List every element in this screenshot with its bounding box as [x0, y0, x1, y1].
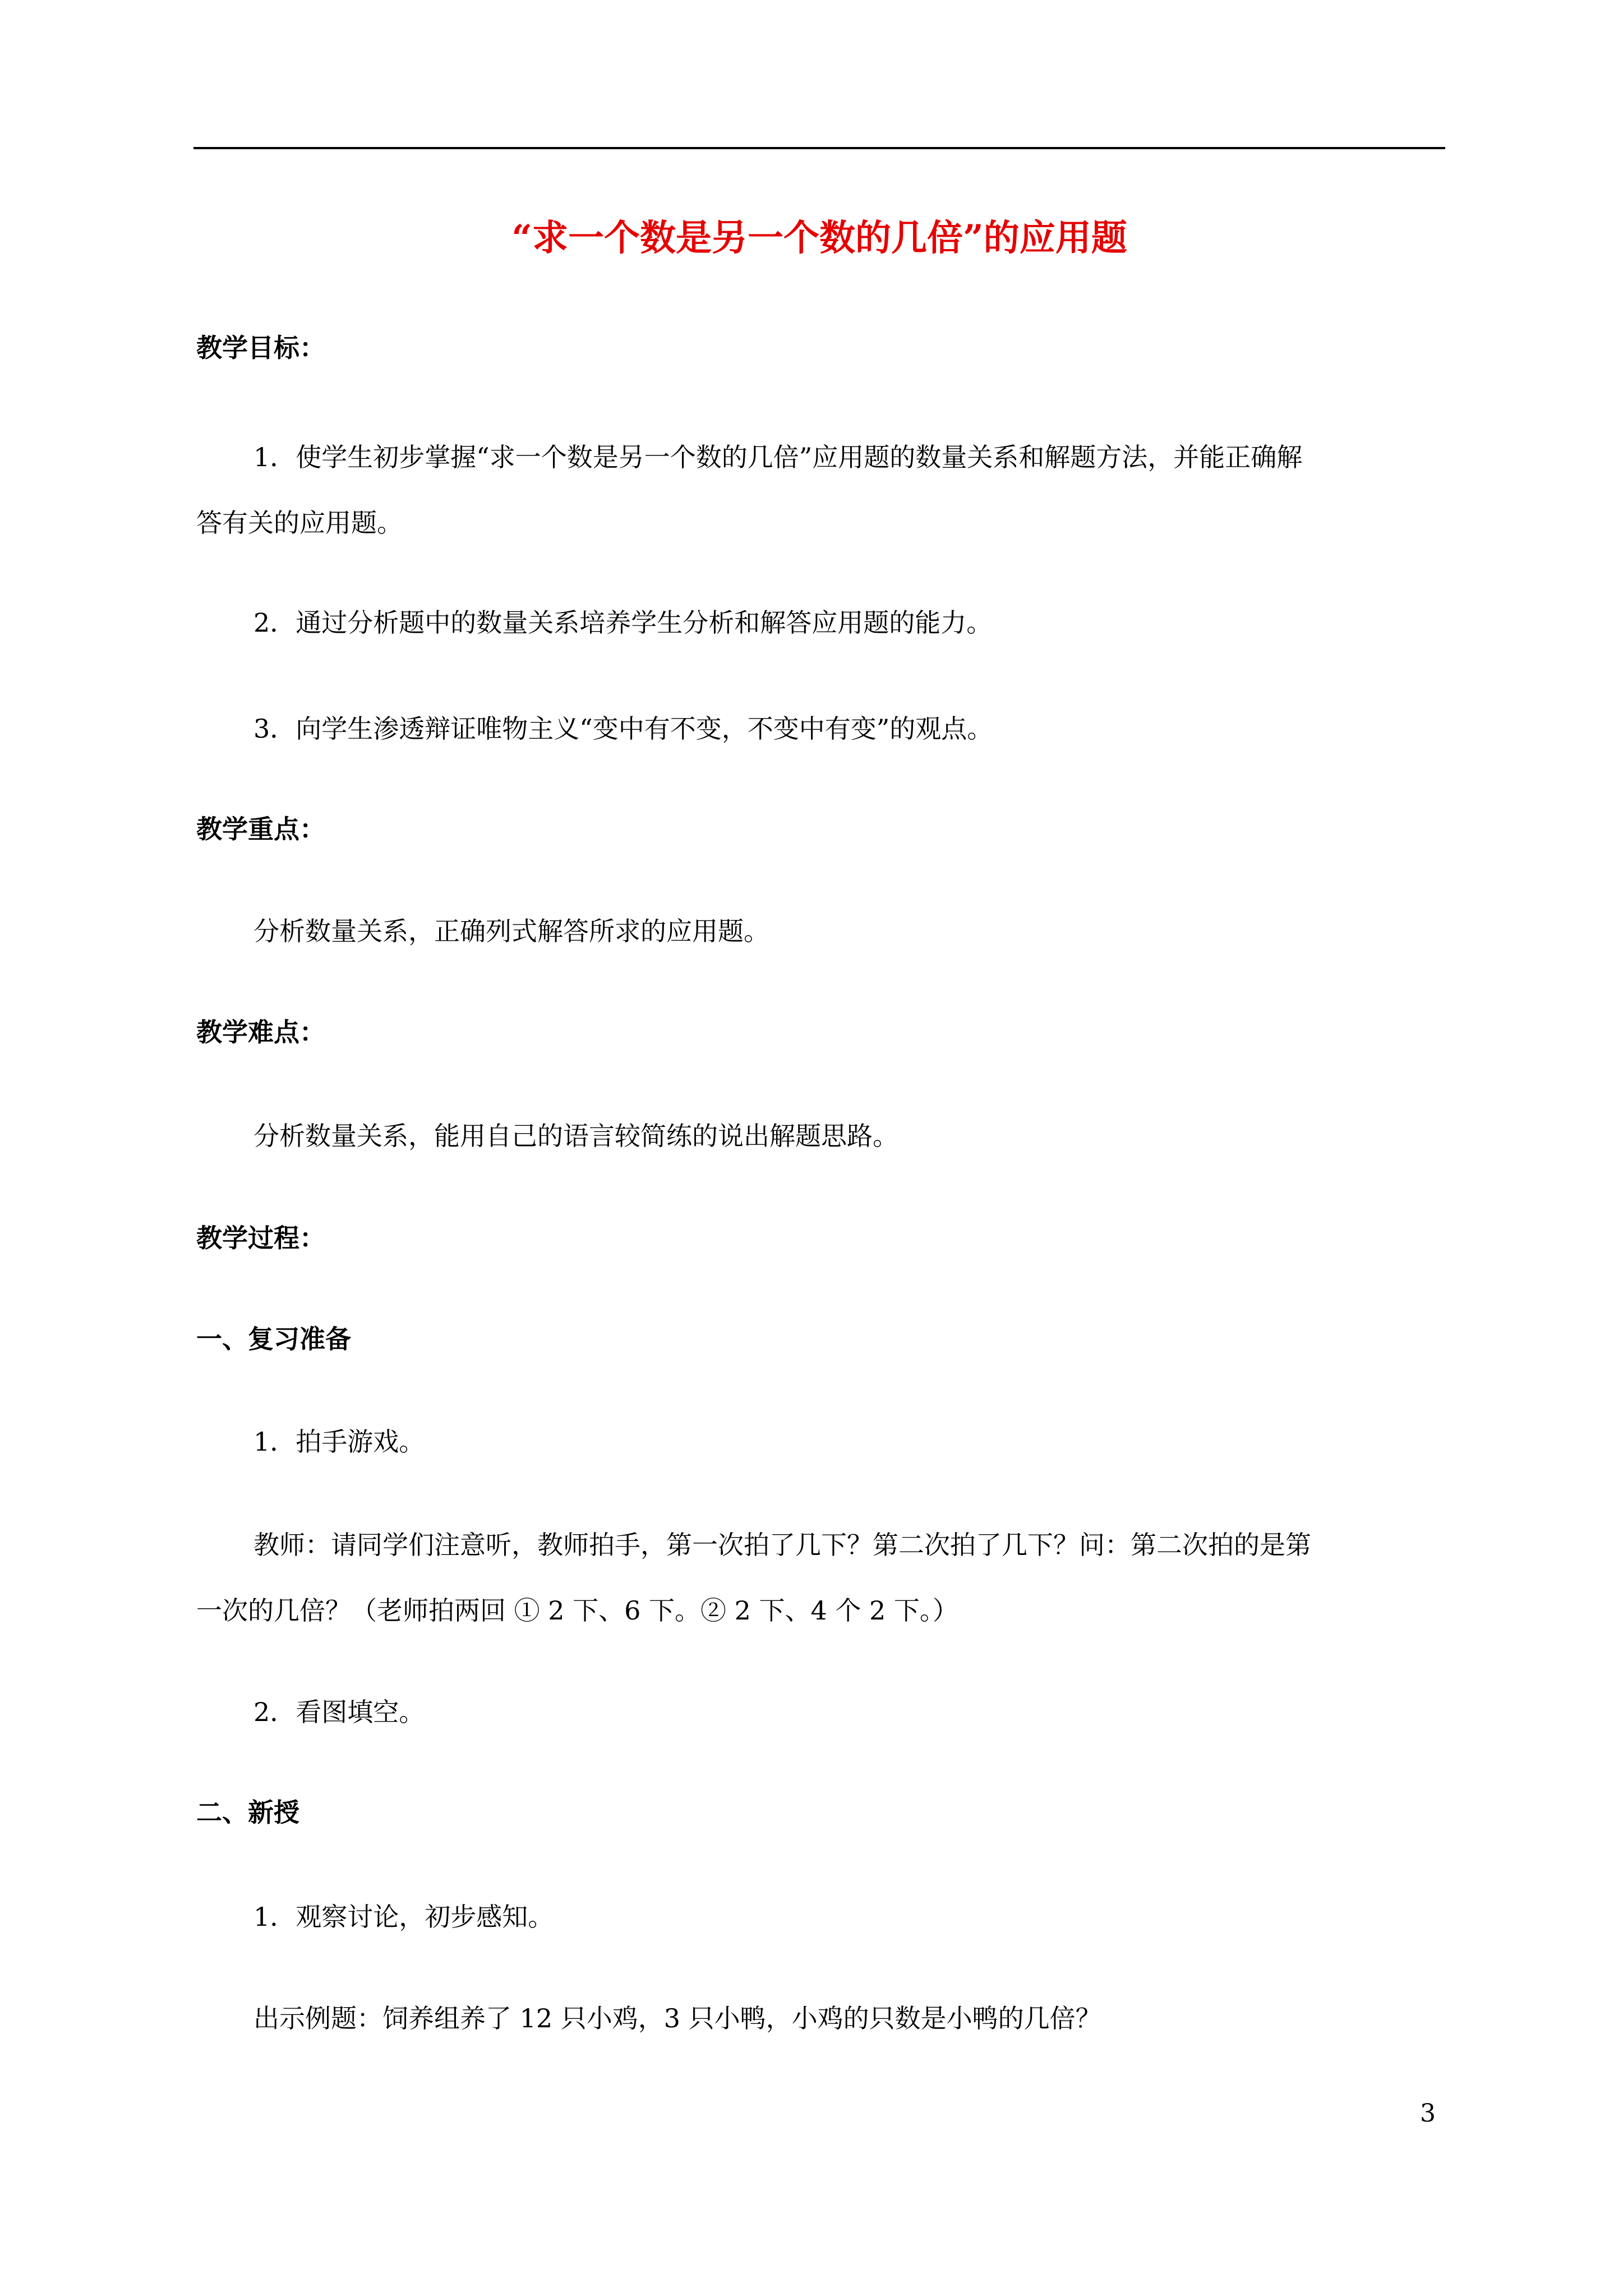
difficulty-heading: 教学难点： — [196, 1017, 325, 1047]
page-number: 3 — [1420, 2099, 1436, 2128]
header-rule — [193, 147, 1445, 149]
part-2-example: 出示例题：饲养组养了 12 只小鸡，3 只小鸭，小鸡的只数是小鸭的几倍？ — [253, 2003, 1101, 2033]
objectives-heading: 教学目标： — [196, 333, 325, 363]
difficulty-text: 分析数量关系，能用自己的语言较简练的说出解题思路。 — [253, 1121, 898, 1151]
part-1-teacher-line-1: 教师：请同学们注意听，教师拍手，第一次拍了几下？第二次拍了几下？问：第二次拍的是第 — [253, 1530, 1311, 1560]
process-heading: 教学过程： — [196, 1223, 325, 1253]
objective-3: 3．向学生渗透辩证唯物主义“变中有不变，不变中有变”的观点。 — [253, 714, 993, 744]
objective-1-line-1: 1．使学生初步掌握“求一个数是另一个数的几倍”应用题的数量关系和解题方法，并能正确解 — [253, 442, 1303, 472]
objective-1-line-2: 答有关的应用题。 — [196, 508, 403, 538]
part-1-heading: 一、复习准备 — [196, 1324, 351, 1354]
part-1-item-1: 1．拍手游戏。 — [253, 1427, 425, 1457]
objective-2: 2．通过分析题中的数量关系培养学生分析和解答应用题的能力。 — [253, 608, 993, 638]
part-1-item-2: 2．看图填空。 — [253, 1697, 425, 1727]
key-point-heading: 教学重点： — [196, 814, 325, 844]
document-title: “求一个数是另一个数的几倍”的应用题 — [511, 217, 1127, 259]
part-1-teacher-line-2: 一次的几倍？（老师拍两回 ① 2 下、6 下。② 2 下、4 个 2 下。） — [196, 1595, 958, 1626]
key-point-text: 分析数量关系，正确列式解答所求的应用题。 — [253, 916, 769, 946]
part-2-item-1: 1．观察讨论，初步感知。 — [253, 1902, 554, 1932]
part-2-heading: 二、新授 — [196, 1797, 299, 1828]
